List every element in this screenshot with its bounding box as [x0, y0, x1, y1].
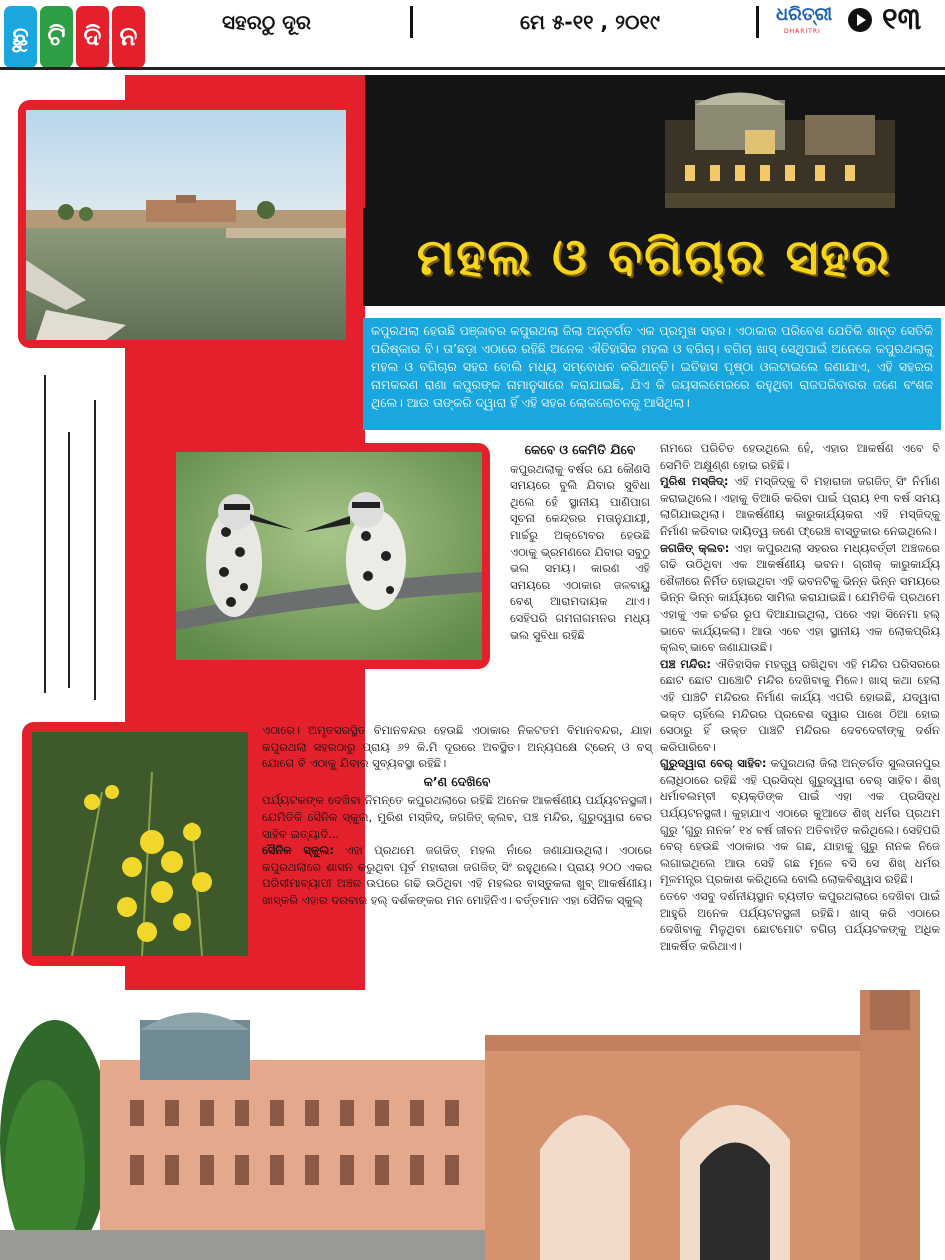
column-2 — [660, 440, 940, 954]
palace-and-mosque-photo — [0, 990, 945, 1260]
column-1-top — [510, 440, 650, 643]
murish-mosque-paragraph — [660, 473, 940, 539]
murish-mosque-text: ଏହି ମସ୍‌ଜିଦ୍‌କୁ ବି ମହାରାଜା ଜଗଜିତ୍ ସିଂ ନିର୍ମାଣ କରାଇଥିଲେ। ଏହାକୁ ତିଆରି କରିବା ପାଇଁ ପ୍ରାୟ ୧୩ ବର୍ଷ ସମୟ ଲାଗିଯାଇଥିଲା। ଆକର୍ଷଣୀୟ କାରୁକାର୍ଯ୍ୟକରା ଏହି ମସ୍‌ଜିଦ୍‌କୁ ନିର୍ମାଣ କରିବାର ଦାୟିତ୍ୱ ଜଣେ ଫ୍ରେଞ୍ଚ ବାସ୍ତୁକାର ନେଇଥିଲେ। — [660, 474, 940, 538]
column-1-text: କପୁରଥଲାକୁ ବର୍ଷର ଯେ କୌଣସି ସମୟରେ ବୁଲି ଯିବାର ସୁବିଧା ଥିଲେ ହେଁ ସ୍ଥାନୀୟ ପାଣିପାଗ ସୂଚନା କେନ୍ଦ୍ରର ମତାନୁଯାୟୀ, ମାର୍ଚ୍ଚରୁ ଅକ୍ଟୋବର ହେଉଛି ଏଠାକୁ ଭ୍ରମଣରେ ଯିବାର ସବୁଠୁ ଭଲ ସମୟ। କାରଣ ଏହି ସମୟରେ ଏଠାକାର ଜଳବାୟୁ ବେଶ୍ ଆରାମଦାୟକ ଥାଏ। ସେହିପରି ଗମନାଗମନର ମଧ୍ୟ ଭଲ ସୁବିଧା ରହିଛି — [510, 461, 650, 642]
column-1-text-2: ପର୍ଯ୍ୟଟକଙ୍କ ଦେଖିବା ନିମନ୍ତେ କପୁରଥଲାରେ ରହିଛି ଅନେକ ଆକର୍ଷଣୀୟ ପର୍ଯ୍ୟଟନସ୍ଥଳୀ। ଯେମିତିକି ସୈନିକ ସ୍କୁଲ, ମୁରିଶ ମସ୍‌ଜିଦ୍, ଜଗଜିତ୍ କ୍ଲବ, ପଞ୍ଚ ମନ୍ଦିର, ଗୁରୁଦ୍ୱାରା ବେର ସାହିବ ଇତ୍ୟାଦି... — [262, 793, 652, 841]
sainik-school-text: ଏହା ପ୍ରଥମେ ଜଗଜିତ୍ ମହଲ ନାଁରେ ଜଣାଯାଉଥିଲା। ଏଠାରେ କପୁରଥଲାରେ ଶାସନ କରୁଥିବା ପୂର୍ବ ମହାରାଜା ଜଗଜିତ୍ ସିଂ ରହୁଥିଲେ। ପ୍ରାୟ ୨୦୦ ଏକର ପରିସୀମାବ୍ୟାପୀ ଅଞ୍ଚଳ ଉପରେ ଗଢି ଉଠିଥିବା ଏହି ମହଲର ବାସ୍ତୁକଳା ଖୁବ୍ ଆକର୍ଷଣୀୟ। ଖାସ୍‌କରି ଏହାର ଦରବାର ହଲ୍ ଦର୍ଶକଙ୍କର ମନ ମୋହିନିଏ। ବର୍ତ୍ତମାନ ଏହା ସୈନିକ ସ୍କୁଲ୍ — [262, 843, 652, 907]
gurudwara-lead: ଗୁରୁଦ୍ୱାରା ବେର୍ ସାହିବ: — [660, 756, 767, 771]
jagjit-club-lead: ଜଗଜିତ୍ କ୍ଲବ: — [660, 540, 730, 555]
intro-box — [363, 318, 941, 430]
issue-date: ମେ ୫-୧୧ , ୨୦୧୯ — [520, 10, 660, 34]
pancha-mandir-lead: ପଞ୍ଚ ମନ୍ଦିର: — [660, 656, 711, 671]
lake-garden-photo — [26, 110, 346, 340]
subheading-when-how: କେବେ ଓ କେମିତି ଯିବେ — [524, 442, 636, 457]
decorative-line — [44, 375, 46, 693]
title-banner — [363, 208, 945, 306]
column-2-text: ନାମରେ ପରିଚିତ ହେଉଥିଲେ ହେଁ, ଏହାର ଆକର୍ଷଣ ଏବେ ବି ସେମିତି ଅକ୍ଷୁଣ୍ଣ ହୋଇ ରହିଛି। — [660, 441, 940, 472]
brand-letter-3: ଦି — [76, 6, 109, 68]
section-name: ସହରଠୁ ଦୂର — [222, 10, 312, 34]
palace-night-photo — [365, 75, 945, 210]
pancha-mandir-paragraph — [660, 656, 940, 756]
brand-letter-2: ଟି — [40, 6, 73, 68]
sainik-school-paragraph — [262, 842, 652, 908]
page-number: ୧୩ — [882, 2, 922, 37]
decorative-line — [68, 432, 70, 688]
closing-paragraph: ତେବେ ଏସବୁ ଦର୍ଶନୀୟସ୍ଥାନ ବ୍ୟତୀତ କପୁରଥଲାରେ ଦେଖିବା ପାଇଁ ଆହୁରି ଅନେକ ପର୍ଯ୍ୟଟନସ୍ଥଳୀ ରହିଛି। ଖାସ୍ କରି ଏଠାରେ ଦେଖିବାକୁ ମିଳୁଥିବା ଛୋଟମୋଟ ବଗିଚା ପର୍ଯ୍ୟଟକଙ୍କୁ ଅଧିକ ଆକର୍ଷିତ କରିଥାଏ। — [660, 889, 940, 953]
play-icon — [848, 8, 872, 32]
intro-text: କପୁରଥଲା ହେଉଛି ପଞ୍ଜାବର କପୁରଥଲା ଜିଲା ଅନ୍ତର୍ଗତ ଏକ ପ୍ରମୁଖ ସହର। ଏଠାକାର ପରିବେଶ ଯେତିକି ଶାନ୍ତ ସେତିକି ପରିଷ୍କାର ବି। ତା’ଛଡ଼ା ଏଠାରେ ରହିଛି ଅନେକ ଐତିହାସିକ ମହଲ ଓ ବଗିଚା। ବଗିଚା ଖାସ୍ ସେଥିପାଇଁ ଅନେକେ କପୁରଥଲାକୁ ମହଲ ଓ ବଗିଚାର ସହର ବୋଲି ମଧ୍ୟ ସମ୍ବୋଧନ କରିଥାନ୍ତି। ଇତିହାସ ପୃଷ୍ଠା ଓଲଟାଇଲେ ଜଣାଯାଏ, ଏହି ସହରର ନାମକରଣ ରାଣା କପୁରଙ୍କ ନାମାନୁସାରେ କରାଯାଇଛି, ଯିଏ କି ଜୟସଲମେରରେ ରହୁଥିବା ରାଜପରିବାରର ଜଣେ ବଂଶଜ ଥିଲେ। ଆଉ ତାଙ୍କରି ଦ୍ୱାରା ହିଁ ଏହି ସହର ଲୋକଲୋଚନକୁ ଆସିଥିଲା। — [371, 323, 933, 410]
gurudwara-text: କପୁରଥଲା ଜିଲା ଅନ୍ତର୍ଗତ ସୁଲତାନପୁର ଲୋଧିଠାରେ ରହିଛି ଏହି ପ୍ରସିଦ୍ଧ ଗୁରୁଦ୍ୱାରା ବେର୍ ସାହିବ। ଶିଖ୍ ଧର୍ମାବଲମ୍ବୀ ବ୍ୟକ୍ତିଙ୍କ ପାଇଁ ଏହା ଏକ ପ୍ରସିଦ୍ଧ ପର୍ଯ୍ୟଟନସ୍ଥଳୀ। କୁହାଯାଏ ଏଠାରେ କୁଆଡେ ଶିଖ୍ ଧର୍ମର ପ୍ରଥମ ଗୁରୁ ‘ଗୁରୁ ନାନକ’ ୧୪ ବର୍ଷ ଜୀବନ ଅତିବାହିତ କରିଥିଲେ। ସେହିପରି ବେର୍ ହେଉଛି ଏଠାକାର ଏକ ଗଛ, ଯାହାକୁ ଗୁରୁ ନାନକ ନିଜେ ଲଗାଇଥିଲେ ଆଉ ସେହି ଗଛ ମୂଳେ ବସି ସେ ଶିଖ୍ ଧର୍ମର ମୂଳମନ୍ତ୍ର ପ୍ରକାଶ କରିଥିଲେ ବୋଲି ଲୋକବିଶ୍ୱାସ ରହିଛି। — [660, 756, 940, 887]
jagjit-club-text: ଏହା କପୁରଥଲା ସହରର ମଧ୍ୟବର୍ତ୍ତୀ ଅଞ୍ଚଳରେ ଗଢି ଉଠିଥିବା ଏକ ଆକର୍ଷଣୀୟ ଭବନ। ଗ୍ରୀକ୍ କାରୁକାର୍ଯ୍ୟ ଶୈଳୀରେ ନିର୍ମିତ ହୋଇଥିବା ଏହି ଭବନଟିକୁ ଭିନ୍ନ ଭିନ୍ନ ସମୟରେ ଭିନ୍ନ ଭିନ୍ନ କାର୍ଯ୍ୟରେ ସାମିଲ କରାଯାଇଛି। ଯେମିତିକି ପ୍ରଥମେ ଏହାକୁ ଏକ ଚର୍ଚ୍ଚର ରୂପ ଦିଆଯାଇଥିଲା, ପରେ ଏହା ସିନେମା ହଲ୍ ଭାବେ କାର୍ଯ୍ୟକଲା। ଆଉ ଏବେ ଏହା ସ୍ଥାନୀୟ ଏକ ଲୋକପ୍ରିୟ କ୍ଲବ୍ ଭାବେ ଜଣାଯାଉଛି। — [660, 540, 941, 655]
mustard-flowers-photo — [32, 732, 248, 956]
sainik-school-lead: ସୈନିକ ସ୍କୁଲ: — [262, 843, 334, 858]
header-rule — [0, 67, 945, 70]
brand-letter-1: ଛୁ — [4, 6, 37, 68]
header-divider — [410, 6, 413, 38]
decorative-line — [94, 400, 96, 700]
pancha-mandir-text: ଐତିହାସିକ ମହତ୍ତ୍ୱ ରଖିଥିବା ଏହି ମନ୍ଦିର ପରିସରରେ ଛୋଟ ଛୋଟ ପାଞ୍ଚୋଟି ମନ୍ଦିର ଦେଖିବାକୁ ମିଳେ। ଖାସ୍ କଥା ହେଲା ଏହି ପାଞ୍ଚଟି ମନ୍ଦିରର ନିର୍ମାଣ କାର୍ଯ୍ୟ ଏପରି ହୋଇଛି, ଯଦ୍ୱାରା ଭକ୍ତ ଚାହିଁଲେ ମନ୍ଦିରର ପ୍ରବେଶ ଦ୍ୱାର ପାଖେ ଠିଆ ହୋଇ ସେଠାରୁ ହିଁ ଉକ୍ତ ପାଞ୍ଚଟି ମନ୍ଦିରର ଦେବଦେବୀଙ୍କୁ ଦର୍ଶନ କରିପାରିବେ। — [660, 656, 940, 754]
article-title: ମହଲ ଓ ବଗିଚାର ସହର — [416, 228, 892, 286]
murish-mosque-lead: ମୁରିଶ ମସ୍‌ଜିଦ୍: — [660, 474, 729, 489]
brand-letter-4: ନ — [112, 6, 145, 68]
page-header — [0, 0, 945, 70]
kingfisher-birds-photo — [176, 452, 482, 660]
newspaper-logo-sub: DHARITRI — [784, 28, 821, 35]
jagjit-club-paragraph — [660, 540, 940, 656]
column-1-text-continued: ଏଠାରେ। ଅମୃତସରସ୍ଥିତ ବିମାନବନ୍ଦର ହେଉଛି ଏଠାକାର ନିକଟତମ ବିମାନବନ୍ଦର, ଯାହା କପୁରଥଲା ସହରଠାରୁ ପ୍ରାୟ ୬୨ କି.ମି ଦୂରରେ ଅବସ୍ଥିତ। ଅନ୍ୟପକ୍ଷେ ଟ୍ରେନ୍ ଓ ବସ୍ ଯୋଗେ ବି ଏଠାକୁ ଯିବାର ସୁବ୍ୟବସ୍ଥା ରହିଛି। — [262, 723, 652, 771]
subheading-what-to-see: କ’ଣ ଦେଖିବେ — [423, 773, 491, 789]
gurudwara-paragraph — [660, 755, 940, 888]
column-1-bottom — [262, 722, 652, 909]
header-divider — [756, 6, 759, 38]
newspaper-logo: ଧରିତ୍ରୀ — [776, 4, 833, 25]
